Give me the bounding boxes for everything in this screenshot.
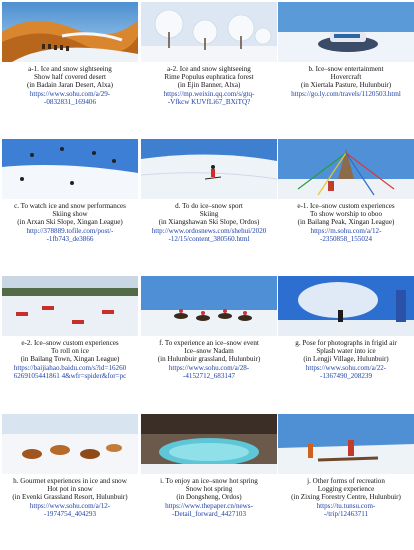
photo-rime-forest bbox=[141, 2, 277, 62]
photo-snow-nadam bbox=[141, 276, 277, 336]
photo-skier bbox=[141, 139, 277, 199]
photo-hot-pot-snow bbox=[2, 414, 138, 474]
photo-skiing-show bbox=[2, 139, 138, 199]
caption-title: f. To experience an ice–snow event bbox=[159, 339, 259, 347]
photo-logging bbox=[278, 414, 414, 474]
caption-desc: Skiing bbox=[199, 210, 219, 219]
caption-place: (in Arxan Ski Slope, Xingan League) bbox=[17, 218, 123, 227]
caption-url-cont[interactable]: -Detail_forward_4427103 bbox=[171, 509, 247, 518]
caption-place: (in Badain Jaran Desert, Alxa) bbox=[26, 81, 114, 90]
caption-url-cont[interactable]: 6269105441861 4&wfr=spider&for=pc bbox=[13, 371, 127, 380]
caption-desc: To roll on ice bbox=[51, 347, 89, 356]
caption-i bbox=[138, 477, 280, 518]
caption-desc: Hot pot in snow bbox=[47, 485, 93, 494]
caption-desc: To show worship to oboo bbox=[309, 210, 383, 219]
caption-d bbox=[138, 202, 280, 243]
caption-title: e-1. Ice–snow custom experiences bbox=[297, 202, 395, 210]
caption-place: (in Hulunbuir grassland, Hulunbuir) bbox=[157, 355, 261, 364]
caption-desc: Ice–snow Nadam bbox=[184, 347, 234, 356]
caption-title: c. To watch ice and snow performances bbox=[14, 202, 126, 210]
caption-h bbox=[0, 477, 141, 518]
photo-hot-spring bbox=[141, 414, 277, 474]
caption-title: b. Ice–snow entertainment bbox=[308, 65, 384, 73]
caption-url-cont[interactable]: -1974754_404293 bbox=[43, 509, 97, 518]
caption-url-cont[interactable]: -1fb743_de3866 bbox=[46, 234, 94, 243]
caption-place: (in Bailang Town, Xingan League) bbox=[20, 355, 120, 364]
caption-place: (in Xiangshawan Ski Slope, Ordos) bbox=[158, 218, 260, 227]
caption-url[interactable]: https://m.sohu.com/a/12- bbox=[310, 226, 382, 235]
caption-desc: Show half covered desert bbox=[34, 73, 106, 82]
caption-url[interactable]: https://www.sohu.com/a/12- bbox=[29, 501, 111, 510]
caption-title: h. Gourmet experiences in ice and snow bbox=[13, 477, 127, 485]
caption-title: a-2. Ice and snow sightseeing bbox=[167, 65, 251, 73]
caption-place: (in Dongsheng, Ordos) bbox=[176, 493, 242, 502]
caption-f bbox=[138, 339, 280, 380]
caption-desc: Snow hot spring bbox=[185, 485, 233, 494]
caption-url[interactable]: https://www.sohu.com/a/22- bbox=[305, 363, 387, 372]
caption-title: d. To do ice–snow sport bbox=[175, 202, 243, 210]
caption-url[interactable]: http://378889.tofile.com/post/- bbox=[26, 226, 114, 235]
caption-a2 bbox=[138, 65, 280, 106]
caption-url-cont[interactable]: -4152712_683147 bbox=[182, 371, 236, 380]
caption-url[interactable]: https://www.thepaper.cn/news- bbox=[165, 501, 253, 510]
caption-e1 bbox=[275, 202, 414, 243]
photo-desert-snow bbox=[2, 2, 138, 62]
photo-oboo-worship bbox=[278, 139, 414, 199]
caption-url[interactable]: https://www.sohu.com/a/29- bbox=[29, 89, 111, 98]
caption-place: (in Xiertala Pasture, Hulunbuir) bbox=[300, 81, 392, 90]
caption-title: g. Pose for photographs in frigid air bbox=[295, 339, 397, 347]
caption-url-cont[interactable]: -Vfkcw KUVfLi67_BXiTQ? bbox=[167, 97, 251, 106]
caption-place: (in Zixing Forestry Centre, Hulunbuir) bbox=[291, 493, 401, 502]
caption-place: (in Bailang Peak, Xingan League) bbox=[297, 218, 395, 227]
caption-url[interactable]: https://baijiahao.baidu.com/s?id=16260 bbox=[13, 363, 127, 372]
caption-desc: Hovercraft bbox=[330, 73, 362, 82]
caption-place: (in Ejin Banner, Alxa) bbox=[177, 81, 241, 90]
caption-url-cont[interactable]: -12/15/content_380560.html bbox=[168, 234, 250, 243]
photo-splash-water bbox=[278, 276, 414, 336]
caption-url-cont[interactable]: -0832831_169406 bbox=[43, 97, 97, 106]
caption-desc: Splash water into ice bbox=[316, 347, 376, 356]
caption-place: (in Evenki Grassland Resort, Hulunbuir) bbox=[12, 493, 128, 502]
caption-c bbox=[0, 202, 141, 243]
caption-title: a-1. Ice and snow sightseeing bbox=[28, 65, 112, 73]
caption-url[interactable]: https://go.ly.com/travels/1120503.html bbox=[291, 89, 401, 98]
caption-desc: Skiing show bbox=[52, 210, 88, 219]
caption-title: e-2. Ice–snow custom experiences bbox=[21, 339, 119, 347]
caption-title: i. To enjoy an ice–snow hot spring bbox=[160, 477, 258, 485]
caption-desc: Logging experience bbox=[317, 485, 375, 494]
caption-url[interactable]: https://tu.tunsu.com- bbox=[316, 501, 376, 510]
caption-b bbox=[275, 65, 414, 98]
caption-url[interactable]: https://www.sohu.com/a/28- bbox=[168, 363, 250, 372]
caption-url-cont[interactable]: -1367490_208239 bbox=[319, 371, 373, 380]
caption-j bbox=[275, 477, 414, 518]
caption-url[interactable]: http://www.ordosnews.com/shehui/2020 bbox=[151, 226, 267, 235]
photo-hovercraft bbox=[278, 2, 414, 62]
caption-e2 bbox=[0, 339, 141, 380]
caption-desc: Rime Populus euphratica forest bbox=[164, 73, 254, 82]
caption-url-cont[interactable]: -2350858_155024 bbox=[319, 234, 373, 243]
caption-url-cont[interactable]: -/trip/12463711 bbox=[323, 509, 369, 518]
caption-g bbox=[275, 339, 414, 380]
caption-url[interactable]: https://mp.weixin.qq.com/s/gtq- bbox=[163, 89, 255, 98]
caption-place: (in Lengji Village, Hulunbuir) bbox=[303, 355, 389, 364]
photo-roll-on-ice bbox=[2, 276, 138, 336]
caption-title: j. Other forms of recreation bbox=[307, 477, 385, 485]
caption-a1 bbox=[0, 65, 141, 106]
